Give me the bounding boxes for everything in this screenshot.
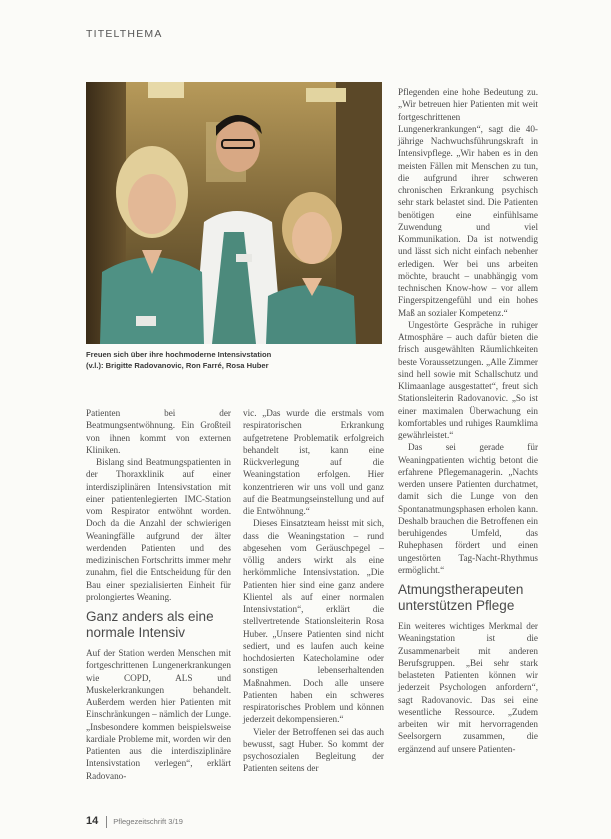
article-photo [86,82,382,344]
caption-line-2: (v.l.): Brigitte Radovanovic, Ron Farré, Rosa Huber [86,360,269,370]
page-number: 14 [86,815,99,827]
caption-line-1: Freuen sich über ihre hochmoderne Intensivstation [86,350,272,359]
paragraph: Bislang sind Beatmungspatienten in der Thoraxklinik auf einer interdisziplinären Intensivstation mit einer patientenlegierten IMC-Station vom Respirator entwöhnt worden. Doch da die Anzahl der schwierigen Weaningfälle aufgrund der älter werdenden Patienten und des medizinischen Fortschritts immer mehr zunahm, fiel die Entscheidung für den Bau einer spezialisierten Einheit für prolongiertes Weaning. [86,457,231,602]
paragraph: Vieler der Betroffenen sei das auch bewusst, sagt Huber. So kommt der psychosozialen Begleitung der Patienten seitens der [243,726,384,774]
paragraph: Patienten bei der Beatmungsentwöhnung. Ein Großteil von ihnen kommt von externen Kliniken. [86,408,231,455]
paragraph: Das sei gerade für Weaningpatienten wichtig betont die erfahrene Pflegemanagerin. „Nachts werden unsere Patienten durchatmet, damit sich die Lunge von den Spontanatmungsphasen erholen kann. Deshalb brauchen die Betroffenen ein beruhigendes Umfeld, das Ruhephasen fördert und einen ungestörten Tag-Nacht-Rhythmus ermöglicht.“ [398,442,538,575]
staff-photo-illustration [86,82,382,344]
magazine-name: Pflegezeitschrift 3/19 [113,817,183,826]
page-footer [86,815,183,828]
paragraph: Dieses Einsatzteam heisst mit sich, dass die Weaningstation – rund abgesehen vom Geräuschpegel – völlig anders wirkt als eine herkömmliche Intensivstation. „Die Patienten hier sind eine ganz andere Klientel als auf einer normalen Intensivstation“, erklärt die stellvertretende Stationsleiterin Rosa Huber. „Unsere Patienten sind nicht sediert, und es laufen auch keine hochdosierten Katecholamine oder sonstigen lebenserhaltenden Maßnahmen. Doch alle unsere Patienten haben ein schweres respiratorisches Problem und können jederzeit dekompensieren.“ [243,518,384,725]
paragraph: vic. „Das wurde die erstmals vom respiratorischen Erkrankung aufgetretene Problematik erfolgreich behandelt ist, kann eine Rückverlegung auf die Weaningstation erfolgen. Hier konzentrieren wir uns voll und ganz auf die Beatmungseinstellung und auf die Entwöhnung.“ [243,408,384,516]
text-column-1 [86,407,231,782]
subheading: Ganz anders als eine normale Intensiv [86,609,214,640]
paragraph: Auf der Station werden Menschen mit fortgeschrittenen Lungenerkrankungen wie COPD, ALS und Muskelerkrankungen behandelt. Außerdem werden hier Patienten mit Einschränkungen – nämlich der Lunge. „Insbesondere kommen beispielsweise kardiale Probleme mit, worden wir den Patienten aus die interdisziplinäre Intensivstation verlegen“, erklärt Radovano- [86,648,231,781]
photo-caption [86,350,382,371]
paragraph: Pflegenden eine hohe Bedeutung zu. „Wir betreuen hier Patienten mit weit fortgeschrittenen Lungenerkrankungen“, sagt die 40-jährige Nachwuchsführungskraft in Intensivpflege. „Wir haben es in den meisten Fällen mit Menschen zu tun, die aufgrund ihrer schweren chronischen Erkrankung psychisch sehr stark belastet sind. Die Patienten benötigen eine einfühlsame Zuwendung und viel Kommunikation. Da ist notwendig und lässt sich nicht einfach nebenher erledigen. Wer bei uns arbeiten möchte, braucht – unabhängig vom technischen Know-how – vor allem Fingerspitzengefühl und ein hohes Maß an sozialer Kompetenz.“ [398,87,538,318]
footer-divider [106,816,107,828]
text-column-3 [398,86,538,755]
text-column-2 [243,407,384,775]
section-label: TITELTHEMA [86,28,163,40]
paragraph: Ungestörte Gespräche in ruhiger Atmosphäre – auch dafür bieten die frisch ausgewählten Räumlichkeiten beste Voraussetzungen. „Alle Zimmer sind hell sowie mit Schallschutz und Klimaanlage ausgestattet“, freut sich Stationsleiterin Radovanovic. „So ist einer maximalen Überwachung ein komfortables und ruhiges Raumklima gewährleistet.“ [398,319,538,440]
paragraph: Ein weiteres wichtiges Merkmal der Weaningstation ist die Zusammenarbeit mit anderen Berufsgruppen. „Bei sehr stark belasteten Patienten können wir jederzeit Psychologen anfordern“, sagt Radovanovic. Das sei eine wesentliche Ressource. „Zudem arbeiten wir mit hervorragenden Seelsorgern zusammen, die ergänzend auf unsere Patienten- [398,621,538,754]
subheading: Atmungstherapeuten unterstützen Pflege [398,582,524,613]
